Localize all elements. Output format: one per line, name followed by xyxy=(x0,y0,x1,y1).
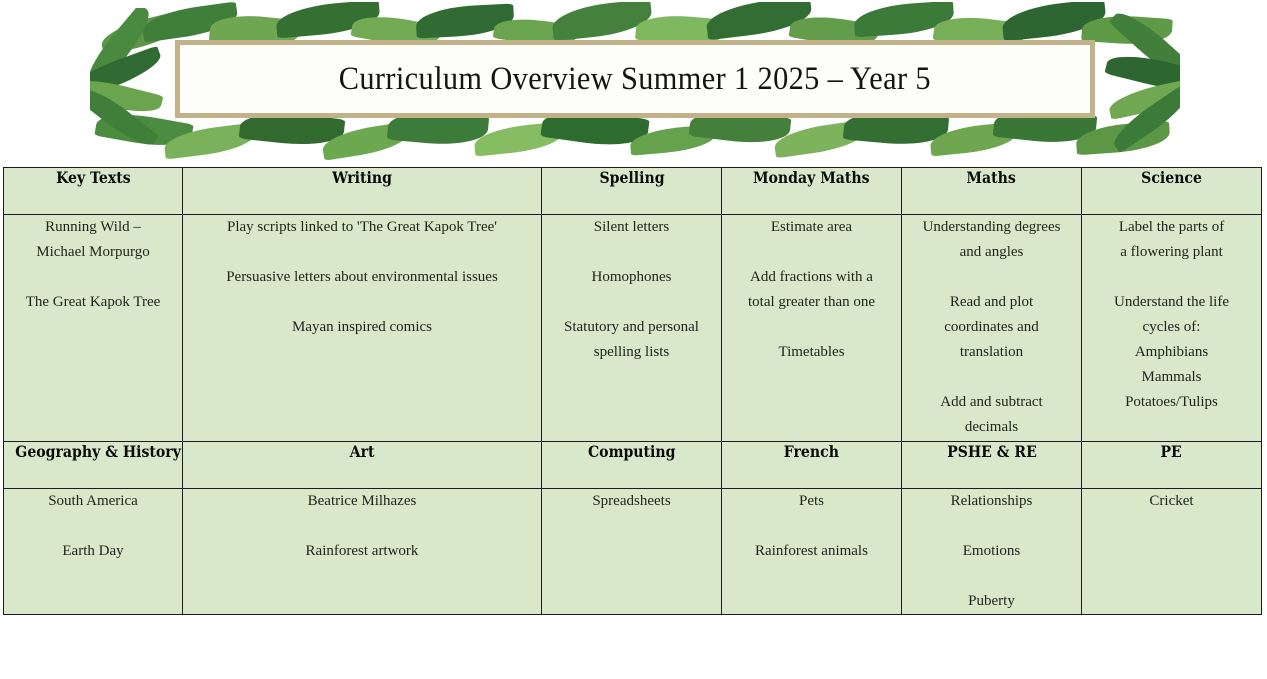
cell-monday-maths xyxy=(722,215,902,442)
cell-line: Puberty xyxy=(968,593,1015,609)
header-cell-pshe-re xyxy=(902,442,1082,489)
cell-line: Rainforest animals xyxy=(755,543,868,559)
header-cell-art xyxy=(183,442,542,489)
cell-line: South America xyxy=(48,493,138,509)
page-banner xyxy=(0,0,1267,160)
header-cell-spelling xyxy=(542,168,722,215)
cell-line: Michael Morpurgo xyxy=(36,244,150,260)
cell-line: Relationships xyxy=(950,493,1033,509)
banner-title-frame xyxy=(175,40,1095,118)
curriculum-table xyxy=(3,167,1262,615)
cell-line: coordinates and xyxy=(944,319,1039,335)
header-label: French xyxy=(783,442,840,461)
header-label: Monday Maths xyxy=(753,168,870,187)
cell-french xyxy=(722,489,902,615)
cell-line: Add fractions with a xyxy=(750,269,873,285)
cell-line: translation xyxy=(959,344,1024,360)
cell-line: The Great Kapok Tree xyxy=(25,294,161,310)
cell-geography-history xyxy=(4,489,183,615)
cell-line: and angles xyxy=(959,244,1024,260)
cell-line: cycles of: xyxy=(1142,319,1201,335)
cell-pshe-re xyxy=(902,489,1082,615)
cell-line: Amphibians xyxy=(1134,344,1209,360)
cell-line-spacer xyxy=(542,240,721,265)
cell-line: Timetables xyxy=(778,344,845,360)
cell-line-spacer xyxy=(542,290,721,315)
cell-line: Silent letters xyxy=(593,219,670,235)
header-cell-maths xyxy=(902,168,1082,215)
header-label: Maths xyxy=(966,168,1017,187)
cell-content xyxy=(183,215,541,340)
cell-line-spacer xyxy=(183,240,541,265)
cell-content xyxy=(722,489,901,564)
header-label: Art xyxy=(349,442,375,461)
cell-content xyxy=(902,215,1081,440)
cell-line: Beatrice Milhazes xyxy=(307,493,417,509)
header-label: PSHE & RE xyxy=(946,442,1037,461)
cell-content xyxy=(1082,489,1261,514)
cell-writing xyxy=(183,215,542,442)
cell-line: Mammals xyxy=(1141,369,1202,385)
cell-line: Pets xyxy=(798,493,824,509)
curriculum-table-container xyxy=(3,167,1261,615)
cell-line-spacer xyxy=(183,290,541,315)
cell-line: decimals xyxy=(964,419,1019,435)
cell-line: Mayan inspired comics xyxy=(292,319,432,335)
cell-line: Add and subtract xyxy=(940,394,1043,410)
header-cell-french xyxy=(722,442,902,489)
cell-line-spacer xyxy=(183,514,541,539)
cell-line: Rainforest artwork xyxy=(305,543,419,559)
table-row xyxy=(4,215,1262,442)
cell-line: Homophones xyxy=(591,269,672,285)
header-label: Key Texts xyxy=(55,168,131,187)
cell-line: Understanding degrees xyxy=(922,219,1061,235)
table-row xyxy=(4,489,1262,615)
table-header-row xyxy=(4,168,1262,215)
cell-line: Statutory and personal xyxy=(564,319,699,335)
cell-content xyxy=(722,215,901,365)
cell-content xyxy=(902,489,1081,614)
cell-line-spacer xyxy=(902,265,1081,290)
cell-line: Understand the life xyxy=(1114,294,1229,310)
header-label: Spelling xyxy=(598,168,665,187)
banner-leaf-artwork xyxy=(90,0,1180,160)
cell-computing xyxy=(542,489,722,615)
cell-line: total greater than one xyxy=(747,294,876,310)
cell-line: Persuasive letters about environmental issues xyxy=(226,269,498,285)
cell-line: Emotions xyxy=(962,543,1021,559)
cell-pe xyxy=(1082,489,1262,615)
cell-line-spacer xyxy=(722,240,901,265)
cell-line: Read and plot xyxy=(949,294,1034,310)
header-cell-geography-history xyxy=(4,442,183,489)
cell-line-spacer xyxy=(902,514,1081,539)
cell-line-spacer xyxy=(902,365,1081,390)
header-cell-monday-maths xyxy=(722,168,902,215)
cell-content xyxy=(1082,215,1261,415)
header-label: PE xyxy=(1160,442,1183,461)
cell-line-spacer xyxy=(4,514,182,539)
cell-line-spacer xyxy=(722,315,901,340)
header-cell-writing xyxy=(183,168,542,215)
page-title: Curriculum Overview Summer 1 2025 – Year 5 xyxy=(338,60,932,97)
cell-line: spelling lists xyxy=(593,344,670,360)
cell-science xyxy=(1082,215,1262,442)
header-cell-computing xyxy=(542,442,722,489)
header-cell-pe xyxy=(1082,442,1262,489)
header-cell-science xyxy=(1082,168,1262,215)
cell-spelling xyxy=(542,215,722,442)
cell-line: Label the parts of xyxy=(1118,219,1225,235)
cell-line: a flowering plant xyxy=(1120,244,1223,260)
cell-content xyxy=(183,489,541,564)
cell-line: Cricket xyxy=(1149,493,1194,509)
header-label: Writing xyxy=(332,168,392,187)
cell-line-spacer xyxy=(1082,265,1261,290)
cell-line: Estimate area xyxy=(770,219,853,235)
cell-content xyxy=(542,215,721,365)
cell-line: Potatoes/Tulips xyxy=(1125,394,1218,410)
header-cell-key-texts xyxy=(4,168,183,215)
header-label: Computing xyxy=(587,442,676,461)
cell-line-spacer xyxy=(722,514,901,539)
header-label: Science xyxy=(1141,168,1202,187)
cell-line: Spreadsheets xyxy=(592,493,671,509)
cell-content xyxy=(4,215,182,315)
cell-key-texts xyxy=(4,215,183,442)
cell-content xyxy=(4,489,182,564)
cell-maths xyxy=(902,215,1082,442)
header-label: Geography & History xyxy=(15,442,181,461)
cell-line: Play scripts linked to 'The Great Kapok Tree' xyxy=(227,219,497,235)
cell-line: Running Wild – xyxy=(45,219,141,235)
cell-line: Earth Day xyxy=(62,543,124,559)
cell-content xyxy=(542,489,721,514)
cell-line-spacer xyxy=(902,564,1081,589)
cell-line-spacer xyxy=(4,265,182,290)
table-header-row xyxy=(4,442,1262,489)
cell-art xyxy=(183,489,542,615)
